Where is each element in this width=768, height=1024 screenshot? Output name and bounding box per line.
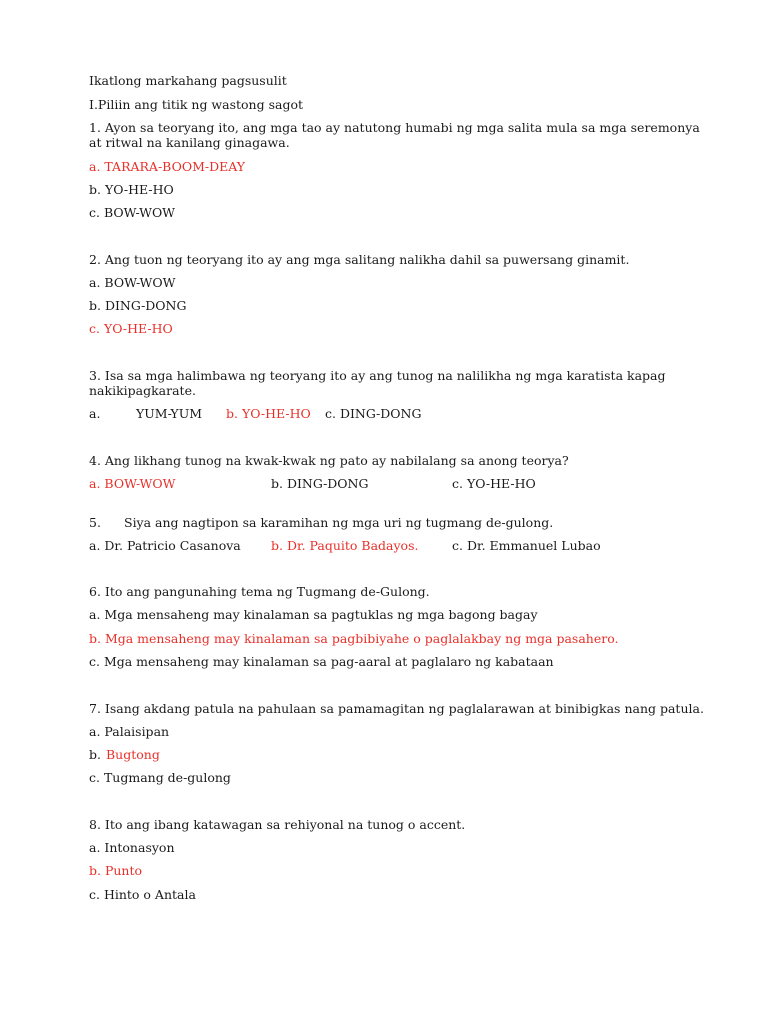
question-8-option-b: b. Punto — [89, 863, 143, 878]
question-5-option-b: b. Dr. Paquito Badayos. — [271, 538, 419, 553]
question-8-option-a: a. Intonasyon — [89, 840, 175, 855]
question-1-option-c: c. BOW-WOW — [89, 205, 176, 220]
question-8-text: 8. Ito ang ibang katawagan sa rehiyonal na tunog o accent. — [89, 817, 466, 832]
question-6-option-c: c. Mga mensaheng may kinalaman sa pag-aaral at paglalaro ng kabataan — [89, 654, 554, 669]
question-4-option-b: b. DING-DONG — [271, 476, 369, 491]
question-3-option-b: b. YO-HE-HO — [226, 406, 311, 421]
question-7-option-c: c. Tugmang de-gulong — [89, 770, 231, 785]
question-5-number: 5. — [89, 515, 101, 530]
question-6-text: 6. Ito ang pangunahing tema ng Tugmang de-Gulong. — [89, 584, 430, 599]
question-3-option-a-text: YUM-YUM — [136, 406, 203, 421]
question-3-text: 3. Isa sa mga halimbawa ng teoryang ito ay ang tunog na nalilikha ng mga karatista kapag — [89, 368, 666, 383]
question-6-option-b: b. Mga mensaheng may kinalaman sa pagbibiyahe o paglalakbay ng mga pasahero. — [89, 631, 619, 646]
question-7-option-b-letter: b. — [89, 747, 101, 762]
question-4-text: 4. Ang likhang tunog na kwak-kwak ng pato ay nabilalang sa anong teorya? — [89, 453, 569, 468]
question-5-option-c: c. Dr. Emmanuel Lubao — [452, 538, 601, 553]
document-title: Ikatlong markahang pagsusulit — [89, 73, 287, 88]
question-2-option-a: a. BOW-WOW — [89, 275, 176, 290]
question-7-option-b-answer: Bugtong — [106, 747, 160, 762]
question-2-option-b: b. DING-DONG — [89, 298, 187, 313]
question-1-option-a: a. TARARA-BOOM-DEAY — [89, 159, 246, 174]
question-3-option-a-letter: a. — [89, 406, 101, 421]
question-1-text-cont: at ritwal na kanilang ginagawa. — [89, 135, 290, 150]
question-4-option-c: c. YO-HE-HO — [452, 476, 536, 491]
question-7-option-a: a. Palaisipan — [89, 724, 170, 739]
question-3-option-c: c. DING-DONG — [325, 406, 422, 421]
question-3-text-cont: nakikipagkarate. — [89, 383, 196, 398]
question-5-text: Siya ang nagtipon sa karamihan ng mga uri ng tugmang de-gulong. — [124, 515, 554, 530]
question-1-text: 1. Ayon sa teoryang ito, ang mga tao ay natutong humabi ng mga salita mula sa mga seremonya — [89, 120, 700, 135]
question-4-option-a: a. BOW-WOW — [89, 476, 176, 491]
question-2-option-c: c. YO-HE-HO — [89, 321, 173, 336]
question-5-option-a: a. Dr. Patricio Casanova — [89, 538, 241, 553]
question-7-text: 7. Isang akdang patula na pahulaan sa pamamagitan ng paglalarawan at binibigkas nang patula. — [89, 701, 704, 716]
question-2-text: 2. Ang tuon ng teoryang ito ay ang mga salitang nalikha dahil sa puwersang ginamit. — [89, 252, 630, 267]
question-8-option-c: c. Hinto o Antala — [89, 887, 196, 902]
instruction: I.Piliin ang titik ng wastong sagot — [89, 97, 303, 112]
question-6-option-a: a. Mga mensaheng may kinalaman sa pagtuklas ng mga bagong bagay — [89, 607, 538, 622]
question-1-option-b: b. YO-HE-HO — [89, 182, 174, 197]
